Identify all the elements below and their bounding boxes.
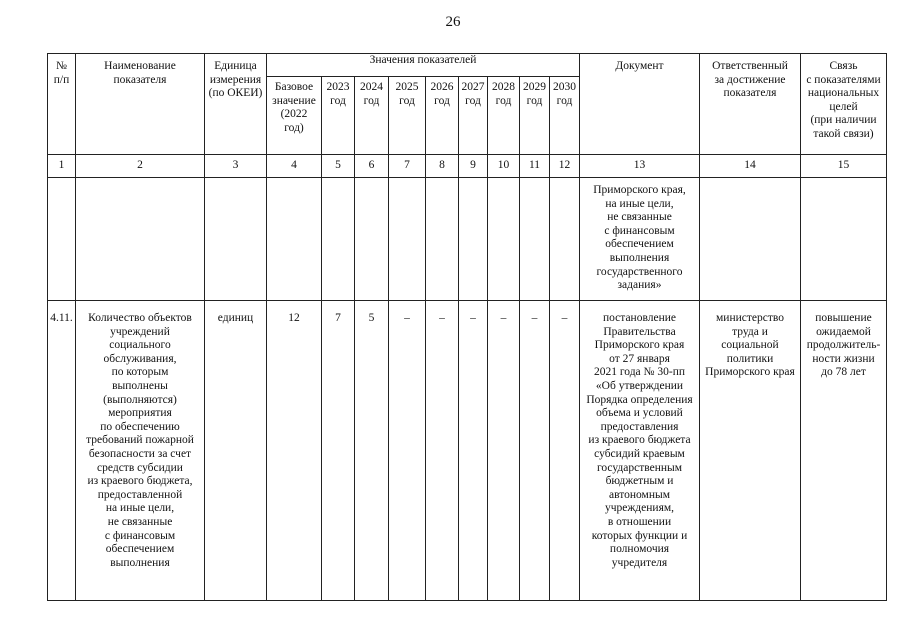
header-year: 2027 год: [459, 77, 488, 155]
year-value-cell: 5: [355, 301, 389, 601]
indicators-table: [47, 53, 887, 601]
continuation-row: [48, 178, 887, 301]
column-number: 12: [550, 155, 580, 178]
continuation-document-cell: Приморского края, на иные цели, не связанные с финансовым обеспечением выполнения государственного задания»: [580, 178, 700, 301]
header-name: Наименование показателя: [76, 54, 205, 155]
column-number: 7: [389, 155, 426, 178]
header-year: 2029 год: [520, 77, 550, 155]
header-link: Связь с показателями национальных целей (при наличии такой связи): [801, 54, 887, 155]
column-numbers-row: [48, 155, 887, 178]
year-value-cell: –: [459, 301, 488, 601]
year-value-cell: –: [389, 301, 426, 601]
row-number: 4.11.: [48, 301, 76, 601]
column-number: 6: [355, 155, 389, 178]
year-value-cell: –: [520, 301, 550, 601]
header-year: 2030 год: [550, 77, 580, 155]
column-number: 4: [267, 155, 322, 178]
header-document: Документ: [580, 54, 700, 155]
header-responsible: Ответственный за достижение показателя: [700, 54, 801, 155]
indicator-name-cell: Количество объектов учреждений социального обслуживания, по которым выполнены (выполняются) мероприятия по обеспечению требований пожарной безопасности за счет средств субсидии из краевого бюджета, предоставленной на иные цели, не связанные с финансовым обеспечением выполнения: [76, 301, 205, 601]
year-value-cell: –: [488, 301, 520, 601]
column-number: 1: [48, 155, 76, 178]
header-base: Базовое значение (2022 год): [267, 77, 322, 155]
header-values-group: Значения показателей: [267, 54, 580, 77]
header-year: 2023 год: [322, 77, 355, 155]
national-goal-link-cell: повышение ожидаемой продолжитель- ности жизни до 78 лет: [801, 301, 887, 601]
column-number: 11: [520, 155, 550, 178]
unit-cell: единиц: [205, 301, 267, 601]
table-row: [48, 301, 887, 601]
header-year: 2028 год: [488, 77, 520, 155]
year-value-cell: 7: [322, 301, 355, 601]
header-year: 2024 год: [355, 77, 389, 155]
header-row-1: [48, 54, 887, 77]
responsible-cell: министерство труда и социальной политики Приморского края: [700, 301, 801, 601]
header-year: 2025 год: [389, 77, 426, 155]
year-value-cell: –: [550, 301, 580, 601]
column-number: 15: [801, 155, 887, 178]
column-number: 9: [459, 155, 488, 178]
document-cell: постановление Правительства Приморского края от 27 января 2021 года № 30-пп «Об утверждении Порядка определения объема и условий предоставления из краевого бюджета субсидий краевым государственным бюджетным и автономным учреждениям, в отношении которых функции и полномочия учредителя: [580, 301, 700, 601]
header-year: 2026 год: [426, 77, 459, 155]
header-unit: Единица измерения (по ОКЕИ): [205, 54, 267, 155]
header-no: № п/п: [48, 54, 76, 155]
page-number: 26: [445, 14, 461, 30]
column-number: 3: [205, 155, 267, 178]
base-value-cell: 12: [267, 301, 322, 601]
year-value-cell: –: [426, 301, 459, 601]
column-number: 5: [322, 155, 355, 178]
column-number: 10: [488, 155, 520, 178]
column-number: 2: [76, 155, 205, 178]
column-number: 8: [426, 155, 459, 178]
column-number: 13: [580, 155, 700, 178]
column-number: 14: [700, 155, 801, 178]
